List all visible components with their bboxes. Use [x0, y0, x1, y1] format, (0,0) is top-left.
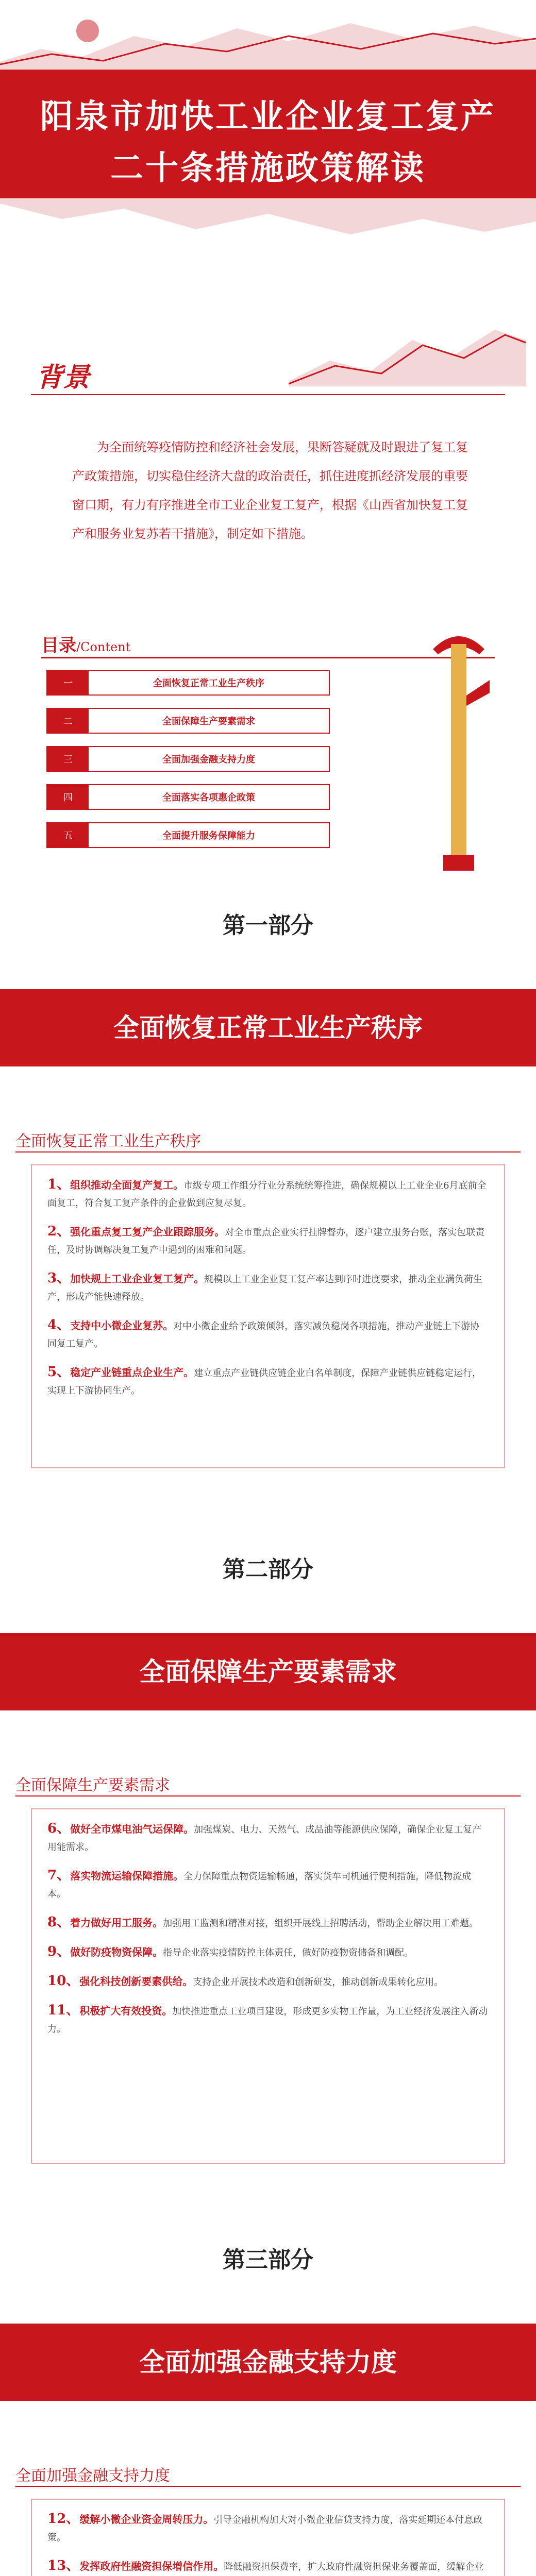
policy-text: 降低融资担保费率，扩大政府性融资担保业务覆盖面，缓解企业	[224, 2562, 484, 2572]
policy-text: 加快推进重点工业项目建设，形成更多实物工作量，为工业经济发展注入新动力。	[47, 2006, 488, 2035]
section-divider	[15, 1795, 521, 1797]
policy-head: 发挥政府性融资担保增信作用。	[79, 2560, 224, 2572]
policy-num: 3	[47, 1270, 57, 1286]
policy-item	[47, 1913, 489, 1933]
policy-text: 对中小微企业给予政策倾斜，落实减负稳岗各项措施，推动产业链上下游协同复工复产。	[47, 1321, 480, 1349]
policy-num: 9	[47, 1944, 57, 1959]
title-banner	[0, 70, 536, 198]
part-banner: 全面加强金融支持力度	[0, 2324, 536, 2401]
policy-num: 12	[47, 2511, 66, 2527]
policy-text: 指导企业落实疫情防控主体责任，做好防疫物资储备和调配。	[163, 1947, 414, 1958]
section-divider	[15, 2486, 521, 2487]
policy-head: 着力做好用工服务。	[70, 1917, 163, 1929]
policy-num-sep: 、	[57, 1317, 71, 1333]
section-heading: 全面保障生产要素需求	[15, 1776, 170, 1794]
policy-num-sep: 、	[57, 1177, 71, 1192]
background-text: 为全面统筹疫情防控和经济社会发展，果断答疑就及时跟进了复工复产政策措施，切实稳住经济大盘的政治责任，抓住进度抓经济发展的重要窗口期，有力有序推进全市工业企业复工复产，根据《山西省加快复工复产和服务业复苏若干措施》，制定如下措施。	[72, 440, 468, 541]
policy-head: 积极扩大有效投资。	[79, 2005, 173, 2017]
toc-item-text: 全面提升服务保障能力	[162, 831, 255, 841]
toc-item-num: 一	[47, 671, 89, 694]
toc-list	[46, 670, 330, 860]
toc-item-text: 全面加强金融支持力度	[162, 754, 255, 765]
policy-text: 对全市重点企业实行挂牌督办，逐户建立服务台账，落实包联责任，及时协调解决复工复产中遇到的困难和问题。	[47, 1227, 485, 1256]
policy-num: 4	[47, 1317, 57, 1333]
policy-num-sep: 、	[66, 2558, 80, 2573]
policy-num-sep: 、	[57, 1821, 71, 1836]
huabiao-pillar	[423, 603, 495, 881]
policy-num-sep: 、	[57, 1224, 71, 1239]
toc-item-num: 五	[47, 823, 89, 847]
policy-item	[47, 1223, 489, 1259]
policy-num-sep: 、	[57, 1914, 71, 1930]
policy-num-sep: 、	[57, 1944, 71, 1959]
policy-num: 13	[47, 2558, 66, 2573]
policy-head: 落实物流运输保障措施。	[70, 1870, 184, 1882]
policy-num: 1	[47, 1177, 57, 1192]
toc-item[interactable]	[46, 784, 330, 810]
part-label: 第二部分	[223, 1556, 313, 1583]
toc-item[interactable]	[46, 822, 330, 848]
policy-text: 规模以上工业企业复工复产率达到序时进度要求，推动企业满负荷生产，形成产能快速释放。	[47, 1274, 483, 1302]
toc-title: 目录	[41, 635, 76, 656]
policy-num: 6	[47, 1821, 57, 1836]
toc-subtitle: /Content	[76, 640, 131, 654]
toc-item[interactable]	[46, 708, 330, 734]
policy-item	[47, 1363, 489, 1400]
policy-item	[47, 1269, 489, 1306]
policy-num: 2	[47, 1224, 57, 1239]
wall-decoration-bottom	[0, 198, 536, 268]
policy-head: 稳定产业链重点企业生产。	[70, 1366, 194, 1379]
policy-box	[31, 1808, 505, 2164]
policy-item	[47, 1176, 489, 1212]
toc-item[interactable]	[46, 746, 330, 772]
page-title-line1: 阳泉市加快工业企业复工复产	[40, 97, 496, 136]
policy-text: 全力保障重点物资运输畅通，落实货车司机通行便利措施，降低物流成本。	[47, 1871, 472, 1900]
policy-text: 建立重点产业链供应链企业白名单制度，保障产业链供应链稳定运行，实现上下游协同生产。	[47, 1368, 482, 1396]
policy-num-sep: 、	[66, 1973, 80, 1989]
toc-label	[41, 631, 130, 656]
policy-text: 加强煤炭、电力、天然气、成品油等能源供应保障，确保企业复工复产用能需求。	[47, 1824, 482, 1853]
great-wall-icon	[0, 0, 536, 70]
policy-item	[47, 2510, 489, 2547]
policy-text: 市级专项工作组分行业分系统统筹推进，确保规模以上工业企业6月底前全面复工，符合复工复产条件的企业做到应复尽复。	[47, 1180, 487, 1209]
policy-num-sep: 、	[66, 2511, 80, 2527]
part-banner: 全面恢复正常工业生产秩序	[0, 989, 536, 1066]
section-heading: 全面恢复正常工业生产秩序	[15, 1132, 201, 1150]
policy-item	[47, 2557, 489, 2576]
section-divider	[15, 1151, 521, 1153]
toc-item[interactable]	[46, 670, 330, 696]
policy-num: 8	[47, 1914, 57, 1930]
policy-head: 做好防疫物资保障。	[70, 1946, 163, 1958]
part-label: 第一部分	[223, 912, 313, 939]
policy-head: 支持中小微企业复苏。	[70, 1319, 174, 1332]
policy-head: 缓解小微企业资金周转压力。	[79, 2513, 214, 2526]
page-title-line2: 二十条措施政策解读	[110, 149, 426, 188]
policy-text: 加强用工监测和精准对接，组织开展线上招聘活动，帮助企业解决用工难题。	[163, 1918, 479, 1929]
background-heading: 背景	[36, 362, 90, 393]
toc-item-num: 四	[47, 785, 89, 809]
policy-num-sep: 、	[66, 2003, 80, 2018]
toc-item-num: 二	[47, 709, 89, 733]
policy-item	[47, 1867, 489, 1903]
policy-text: 引导金融机构加大对小微企业信贷支持力度，落实延期还本付息政策。	[47, 2515, 483, 2543]
policy-box	[31, 1164, 505, 1468]
policy-head: 加快规上工业企业复工复产。	[70, 1273, 205, 1285]
section-heading: 全面加强金融支持力度	[15, 2467, 170, 2485]
policy-head: 强化重点复工复产企业跟踪服务。	[70, 1226, 225, 1238]
policy-num: 11	[47, 2003, 66, 2018]
policy-item	[47, 1943, 489, 1962]
policy-num-sep: 、	[57, 1270, 71, 1286]
part-banner: 全面保障生产要素需求	[0, 1633, 536, 1710]
policy-num-sep: 、	[57, 1868, 71, 1883]
toc-item-text: 全面恢复正常工业生产秩序	[153, 678, 264, 689]
policy-num: 5	[47, 1364, 57, 1380]
policy-head: 做好全市煤电油气运保障。	[70, 1823, 194, 1835]
pillar-icon	[423, 603, 495, 881]
part-label: 第三部分	[223, 2247, 313, 2273]
wall-decoration-right	[289, 309, 526, 386]
policy-item	[47, 1316, 489, 1353]
policy-item	[47, 1972, 489, 1991]
policy-text: 支持企业开展技术改造和创新研发，推动创新成果转化应用。	[193, 1977, 444, 1988]
divider	[31, 394, 505, 395]
great-wall-icon	[289, 309, 526, 386]
policy-head: 强化科技创新要素供给。	[79, 1975, 193, 1988]
policy-num: 7	[47, 1868, 57, 1883]
toc-item-num: 三	[47, 747, 89, 771]
great-wall-icon	[0, 198, 536, 268]
policy-num-sep: 、	[57, 1364, 71, 1380]
policy-box	[31, 2499, 505, 2576]
policy-item	[47, 2002, 489, 2038]
toc-item-text: 全面落实各项惠企政策	[162, 792, 255, 803]
toc-item-text: 全面保障生产要素需求	[162, 716, 255, 727]
policy-head: 组织推动全面复产复工。	[70, 1179, 184, 1191]
policy-num: 10	[47, 1973, 66, 1989]
policy-item	[47, 1820, 489, 1856]
